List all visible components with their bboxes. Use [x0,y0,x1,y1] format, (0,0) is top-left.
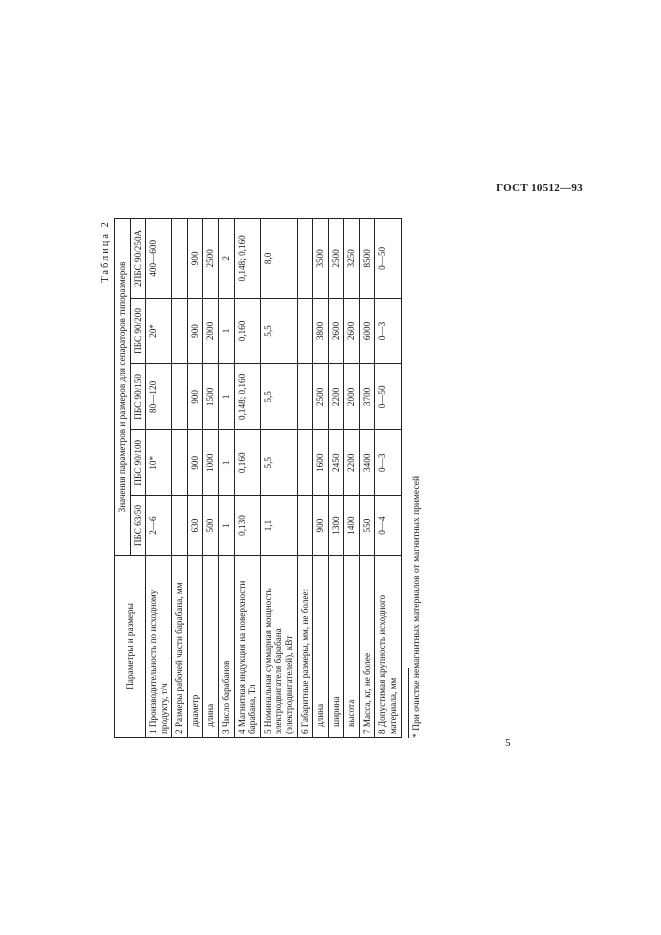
page-number: 5 [505,737,511,749]
table-cell: 10* [146,430,172,496]
table-cell: 0—4 [375,496,401,556]
column-header: 2ПБС 90/250А [130,219,146,299]
table-cell: 630 [187,496,203,556]
column-header: ПБС 90/200 [130,298,146,364]
table-cell: 900 [187,298,203,364]
table-cell: 3400 [359,430,375,496]
table-cell: 2200 [344,430,360,496]
table-cell [172,298,188,364]
table-cell: 0—50 [375,364,401,430]
param-header: Параметры и размеры [115,556,146,738]
table-row [187,219,203,738]
table-cell: 3700 [359,364,375,430]
row-label: высота [344,556,360,738]
table-cell: 1 [219,364,235,430]
table-cell: 2600 [344,298,360,364]
table-row [203,219,219,738]
table-cell: 0—50 [375,219,401,299]
table-cell: 0,160 [234,430,260,496]
table-cell: 2500 [203,219,219,299]
table-cell: 2000 [203,298,219,364]
parameters-table [114,218,402,738]
table-cell: 6000 [359,298,375,364]
table-cell: 1500 [203,364,219,430]
table-cell: 0—3 [375,298,401,364]
table-cell: 2 [219,219,235,299]
table-row [297,219,313,738]
table-cell: 2000 [344,364,360,430]
table-cell: 1 [219,298,235,364]
table-cell: 1000 [203,430,219,496]
table-cell: 550 [359,496,375,556]
table-cell [297,364,313,430]
table-row [219,219,235,738]
row-label: 5 Номинальная суммарная мощность электродвигателя барабана (электродвигателей), кВт [260,556,297,738]
table-cell: 1300 [328,496,344,556]
table-cell [172,364,188,430]
row-label: 2 Размеры рабочей части барабана, мм [172,556,188,738]
row-label: ширина [328,556,344,738]
table-cell: 900 [187,219,203,299]
table-cell [297,430,313,496]
table-row [328,219,344,738]
column-header: ПБС 90/100 [130,430,146,496]
table-cell: 0,148; 0,160 [234,219,260,299]
table-cell: 0,130 [234,496,260,556]
table-row [344,219,360,738]
table-cell: 2200 [328,364,344,430]
table-cell: 3800 [313,298,329,364]
row-label: 3 Число барабанов [219,556,235,738]
table-cell: 0—3 [375,430,401,496]
row-label: длина [203,556,219,738]
table-row [375,219,401,738]
table-row [172,219,188,738]
row-label: 4 Магнитная индукция на поверхности барабана, Тл [234,556,260,738]
table-cell: 1,1 [260,496,297,556]
table-cell: 3250 [344,219,360,299]
table-cell: 5,5 [260,364,297,430]
table-cell: 0,160 [234,298,260,364]
group-header: Значения параметров и размеров для сепараторов типоразмеров [115,219,131,556]
document-code: ГОСТ 10512—93 [496,182,583,194]
table-cell: 3500 [313,219,329,299]
table-cell [172,430,188,496]
rotated-table-block [100,218,530,738]
row-label: 6 Габаритные размеры, мм, не более: [297,556,313,738]
table-cell [172,496,188,556]
table-cell: 1400 [344,496,360,556]
table-cell: 1 [219,496,235,556]
table-cell: 20* [146,298,172,364]
table-cell: 500 [203,496,219,556]
table-cell [297,219,313,299]
table-cell: 900 [313,496,329,556]
table-cell: 400—600 [146,219,172,299]
column-header: ПБС 90/150 [130,364,146,430]
table-cell: 2600 [328,298,344,364]
table-cell: 2—6 [146,496,172,556]
table-row [234,219,260,738]
footnote-divider [408,668,409,738]
row-label: длина [313,556,329,738]
table-row [146,219,172,738]
table-cell: 900 [187,364,203,430]
row-label: диаметр [187,556,203,738]
column-header: ПБС 63/50 [130,496,146,556]
table-cell: 2500 [313,364,329,430]
table-cell [297,496,313,556]
table-row [260,219,297,738]
table-cell: 8500 [359,219,375,299]
table-cell: 5,5 [260,298,297,364]
row-label: 8 Допустимая крупность исходного материала, мм [375,556,401,738]
table-row [359,219,375,738]
table-row [313,219,329,738]
table-cell: 2500 [328,219,344,299]
footnote: * При очистке немагнитных материалов от магнитных примесей [411,475,422,738]
row-label: 1 Производительность по исходному продукту, т/ч [146,556,172,738]
table-cell: 900 [187,430,203,496]
table-cell: 5,5 [260,430,297,496]
table-cell [172,219,188,299]
table-body [146,219,401,738]
table-cell: 0,148; 0,160 [234,364,260,430]
table-cell: 8,0 [260,219,297,299]
table-cell: 80—120 [146,364,172,430]
table-cell [297,298,313,364]
table-cell: 2450 [328,430,344,496]
row-label: 7 Масса, кг, не более [359,556,375,738]
table-cell: 1 [219,430,235,496]
table-cell: 1600 [313,430,329,496]
table-caption: Таблица 2 [100,220,111,283]
